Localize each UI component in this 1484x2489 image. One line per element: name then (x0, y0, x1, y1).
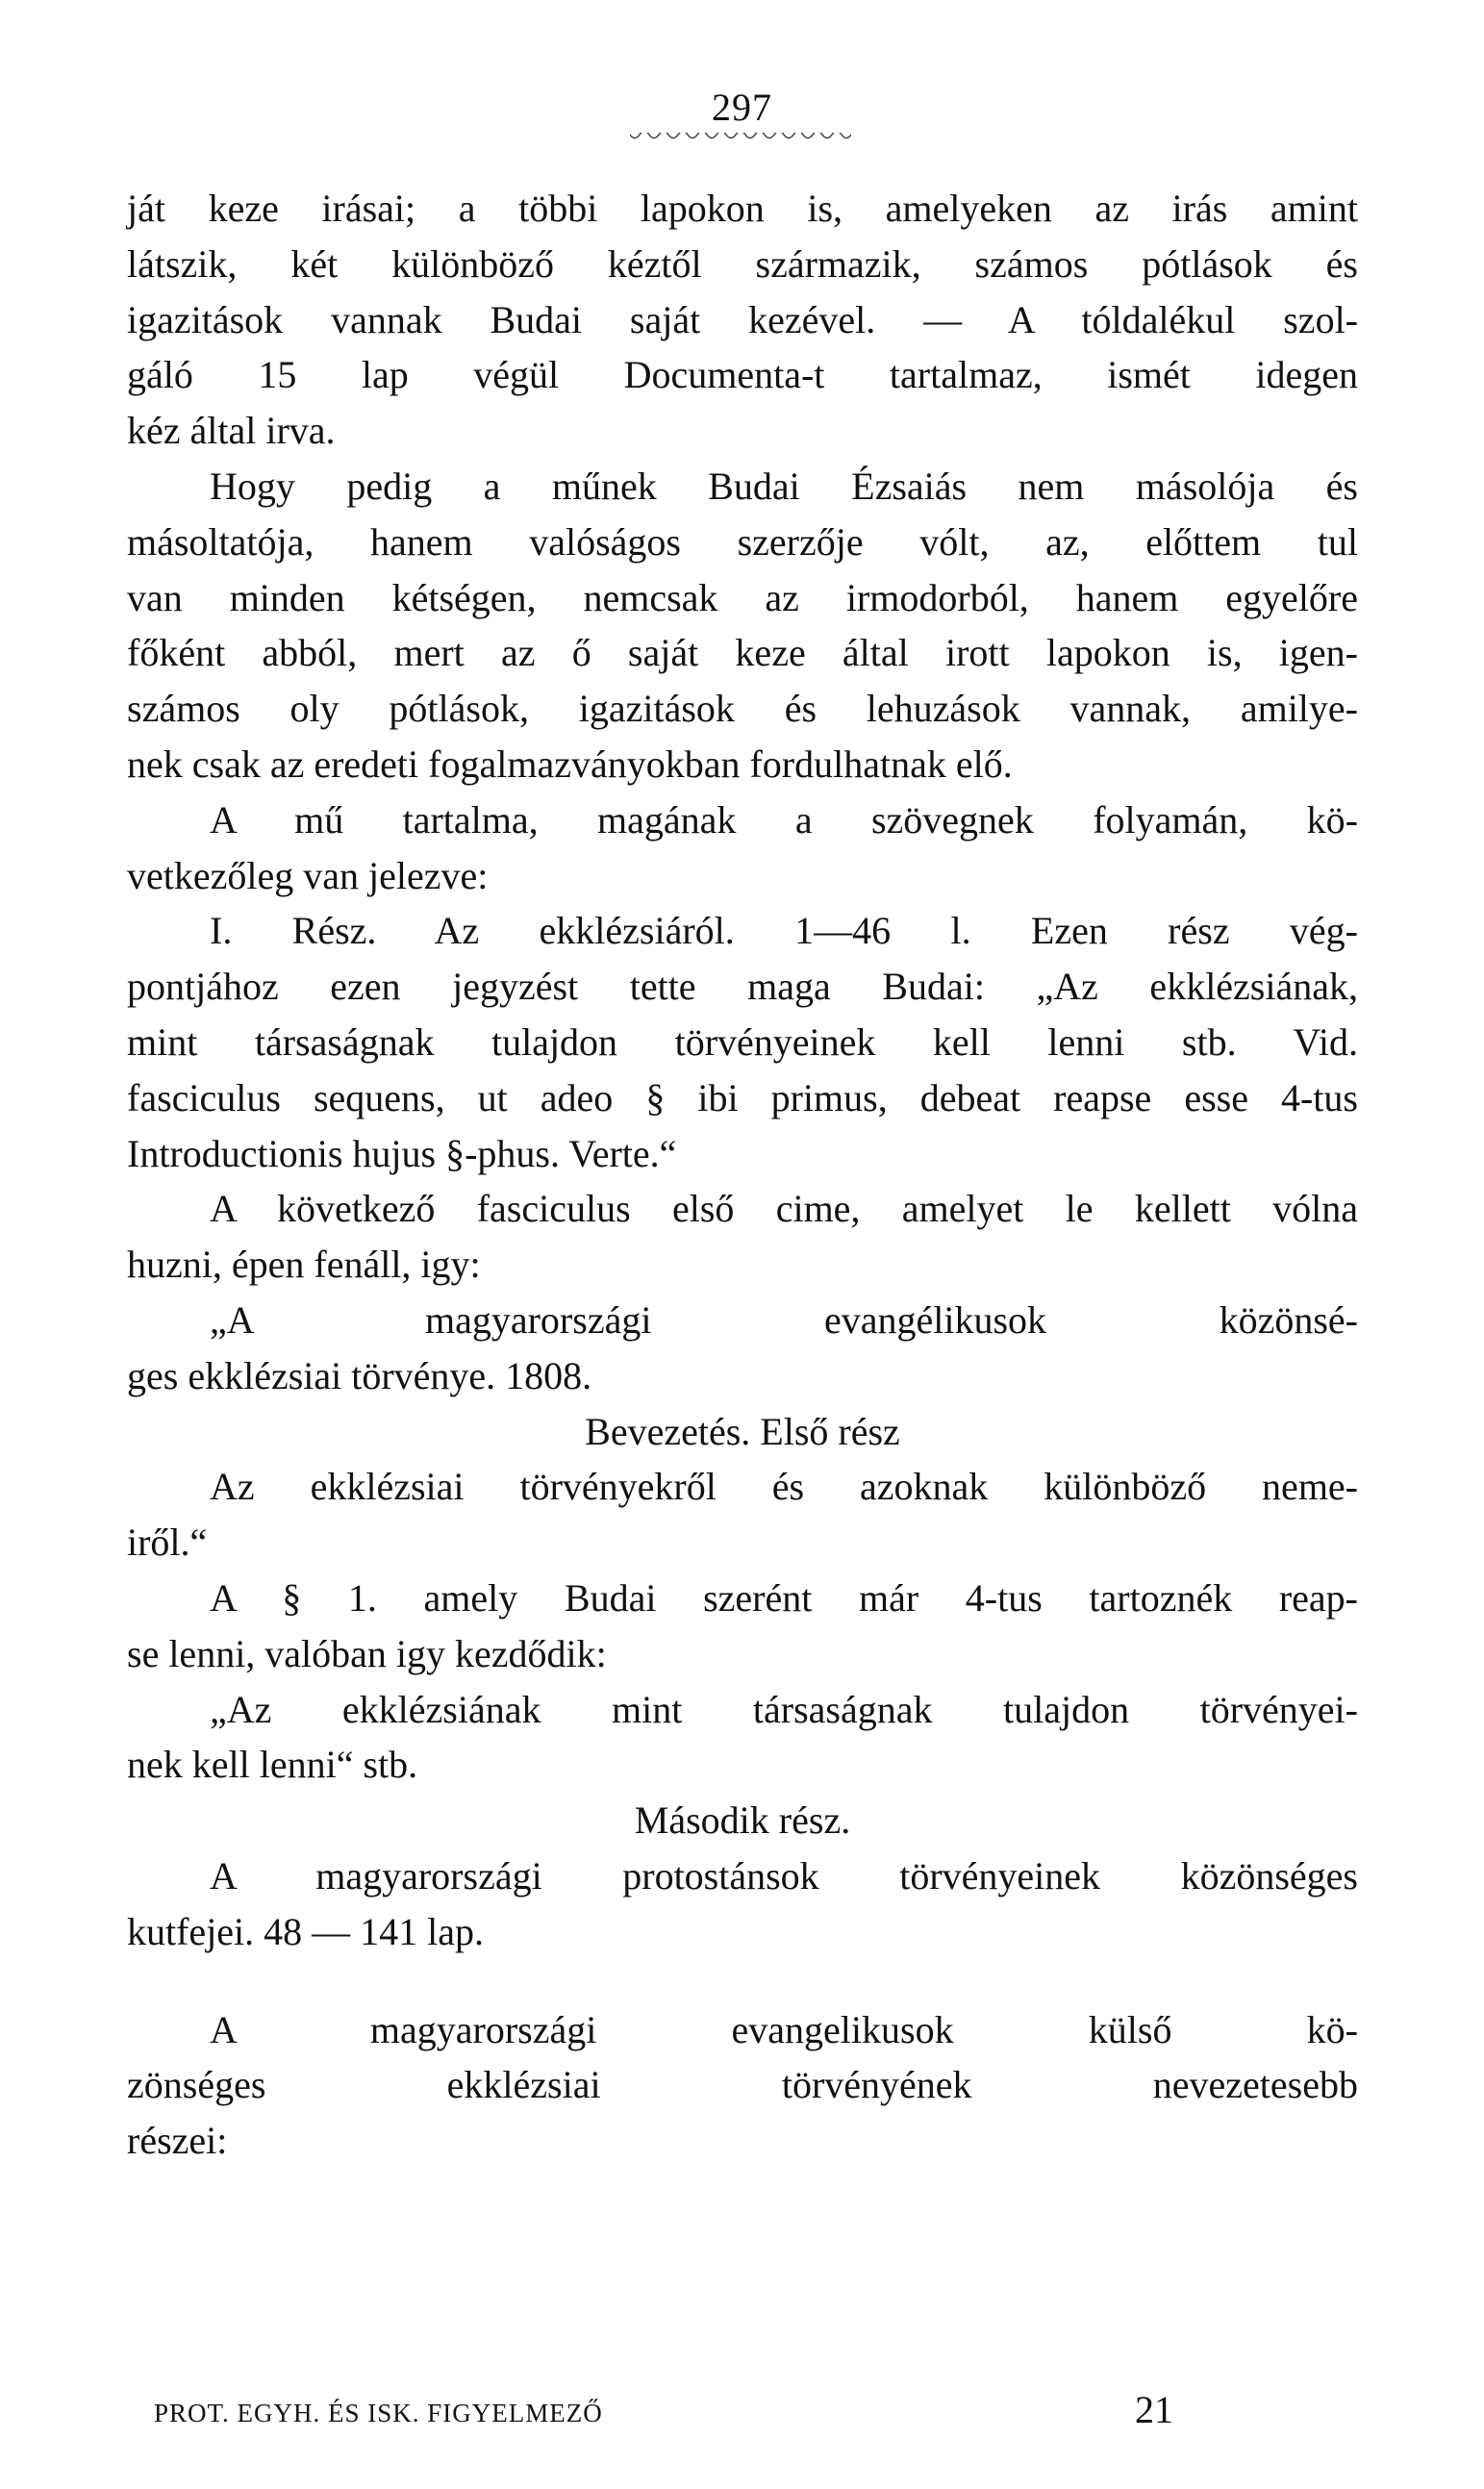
body-text (127, 181, 1358, 2169)
text-line: „Az ekklézsiának mint társaságnak tulajdon törvényei- (210, 1687, 1358, 1731)
text-line: A magyarországi evangelikusok külső kö- (210, 2007, 1358, 2051)
text-line: számos oly pótlások, igazitások és lehuzások vannak, amilye- (127, 687, 1358, 731)
section-heading: Bevezetés. Első rész (585, 1409, 900, 1453)
journal-title: PROT. EGYH. ÉS ISK. FIGYELMEZŐ (154, 2399, 603, 2427)
text-line: vetkezőleg van jelezve: (127, 853, 489, 897)
text-line: zönséges ekklézsiai törvényének nevezetesebb (127, 2063, 1358, 2107)
text-line: fasciculus sequens, ut adeo § ibi primus, debeat reapse esse 4-tus (127, 1075, 1358, 1119)
text-line: másoltatója, hanem valóságos szerzője vólt, az, előttem tul (127, 519, 1358, 564)
text-line: ját keze irásai; a többi lapokon is, amelyeken az irás amint (127, 187, 1358, 230)
text-line: se lenni, valóban igy kezdődik: (127, 1631, 607, 1675)
text-line: pontjához ezen jegyzést tette maga Budai: „Az ekklézsiának, (127, 965, 1358, 1009)
text-line: Az ekklézsiai törvényekről és azoknak különböző neme- (210, 1465, 1358, 1509)
text-line: A mű tartalma, magának a szövegnek folyamán, kö- (210, 797, 1358, 842)
text-line: kéz által irva. (127, 409, 336, 453)
page-number: 297 (712, 86, 772, 129)
text-line: részei: (127, 2119, 228, 2163)
text-line: van minden kétségen, nemcsak az irmodorból, hanem egyelőre (127, 575, 1358, 619)
paragraph (127, 1404, 1358, 1460)
text-line: A § 1. amely Budai szerént már 4-tus tartoznék reap- (210, 1575, 1358, 1620)
paragraph (127, 1293, 1358, 1404)
page-header (0, 85, 1484, 130)
text-line: gáló 15 lap végül Documenta-t tartalmaz, ismét idegen (127, 353, 1358, 397)
paragraph (127, 903, 1358, 1181)
text-line: Introductionis hujus §-phus. Verte.“ (127, 1131, 677, 1175)
text-line: A magyarországi protostánsok törvényeinek közönséges (210, 1853, 1358, 1898)
text-line: mint társaságnak tulajdon törvényeinek kell lenni stb. Vid. (127, 1019, 1358, 1064)
paragraph (127, 1848, 1358, 1960)
text-line: látszik, két különböző kéztől származik, számos pótlások és (127, 241, 1358, 286)
signature-mark: 21 (1135, 2388, 1173, 2431)
text-line: huzni, épen fenáll, igy: (127, 1243, 481, 1287)
paragraph (127, 1793, 1358, 1848)
text-line: főként abból, mert az ő saját keze által irott lapokon is, igen- (127, 631, 1358, 675)
text-line: Hogy pedig a műnek Budai Ézsaiás nem másolója és (210, 464, 1358, 508)
paragraph (127, 181, 1358, 459)
text-line: A következő fasciculus első cime, amelyet le kellett vólna (210, 1187, 1358, 1231)
text-line: I. Rész. Az ekklézsiáról. 1—46 l. Ezen rész vég- (210, 909, 1358, 953)
paragraph (127, 1459, 1358, 1571)
section-heading: Második rész. (634, 1798, 851, 1843)
text-line: nek csak az eredeti fogalmazványokban fordulhatnak elő. (127, 742, 1013, 786)
paragraph (127, 2002, 1358, 2169)
paragraph (127, 459, 1358, 792)
text-line: „A magyarországi evangélikusok közönsé- (210, 1297, 1358, 1342)
text-line: igazitások vannak Budai saját kezével. — A tóldalékul szol- (127, 297, 1358, 341)
decorative-wavy-rule (630, 133, 851, 142)
paragraph (127, 1181, 1358, 1293)
text-line: kutfejei. 48 — 141 lap. (127, 1909, 485, 1953)
text-line: nek kell lenni“ stb. (127, 1743, 418, 1787)
paragraph (127, 1682, 1358, 1794)
paragraph (127, 1571, 1358, 1682)
paragraph-gap (127, 1960, 1358, 2002)
text-line: ges ekklézsiai törvénye. 1808. (127, 1353, 592, 1397)
paragraph (127, 792, 1358, 904)
text-line: iről.“ (127, 1521, 208, 1565)
